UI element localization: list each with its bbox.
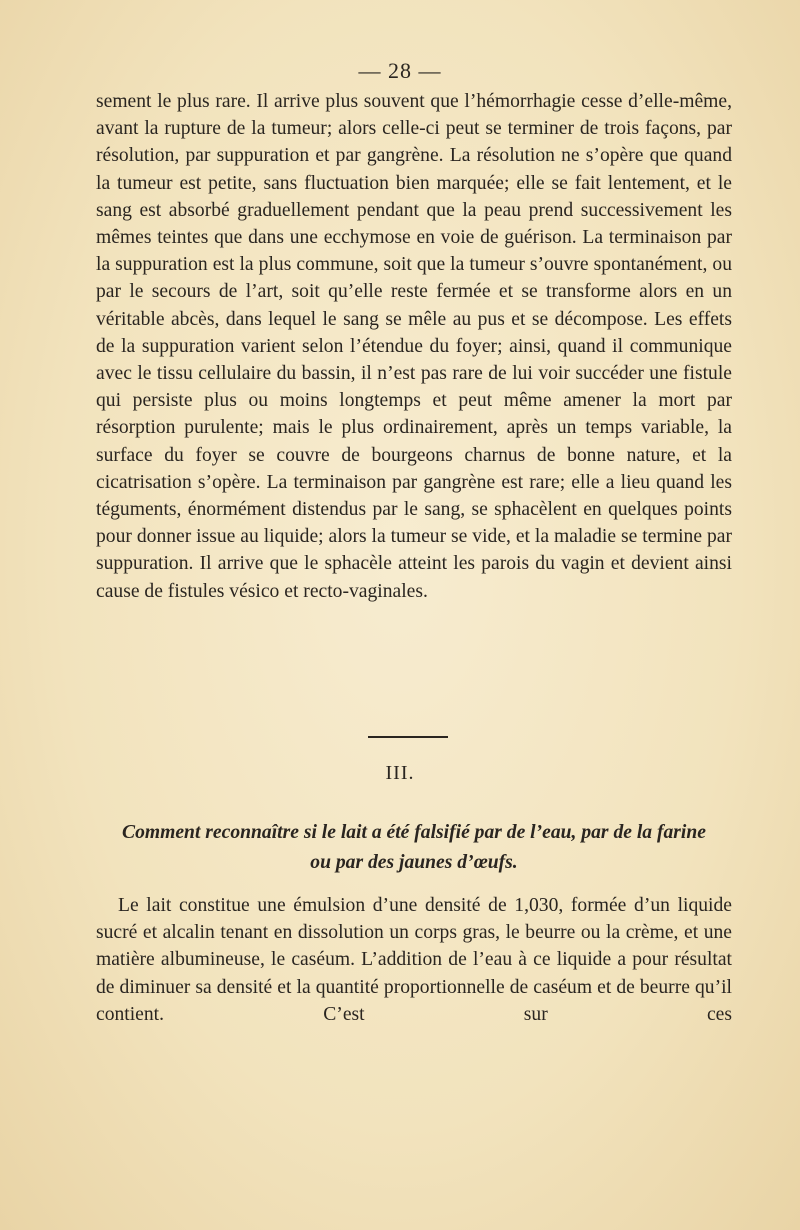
section-divider xyxy=(368,736,448,738)
page-number: — 28 — xyxy=(358,58,442,83)
section-title-line-2: ou par des jaunes d’œufs. xyxy=(310,852,518,873)
body-paragraph-1: sement le plus rare. Il arrive plus souvent que l’hémorrhagie cesse d’elle-même, avant la rupture de la tumeur; alors celle-ci peut se terminer de trois façons, par résolution, par suppuration et par gangrène. La résolution ne s’opère que quand la tumeur est petite, sans fluctuation bien marquée; elle se fait lentement, et le sang est absorbé graduellement pendant que la peau prend successivement les mêmes teintes que dans une ecchymose en voie de guérison. La terminaison par la suppuration est la plus commune, soit que la tumeur s’ouvre spontanément, ou par le secours de l’art, soit qu’elle reste fermée et se transforme alors en un véritable abcès, dans lequel le sang se mêle au pus et se décompose. Les effets de la suppuration varient selon l’étendue du foyer; ainsi, quand il communique avec le tissu cellulaire du bassin, il n’est pas rare de lui voir succéder une fistule qui persiste plus ou moins longtemps et peut même amener la mort par résorption purulente; mais le plus ordinairement, après un temps variable, la surface du foyer se couvre de bourgeons charnus de bonne nature, et la cicatrisation s’opère. La terminaison par gangrène est rare; elle a lieu quand les téguments, énormément distendus par le sang, se sphacèlent en quelques points pour donner issue au liquide; alors la tumeur se vide, et la maladie se termine par suppuration. Il arrive que le sphacèle atteint les parois du vagin et devient ainsi cause de fistules vésico et recto-vaginales. xyxy=(96,91,732,602)
section-title-line-1: Comment reconnaître si le lait a été falsifié par de l’eau, par de la farine xyxy=(122,822,706,843)
section-number: III. xyxy=(385,762,415,784)
section-title xyxy=(96,818,732,878)
body-paragraph-2: Le lait constitue une émulsion d’une densité de 1,030, formée d’un liquide sucré et alcalin tenant en dissolution un corps gras, le beurre ou la crème, et une matière albumineuse, le caséum. L’addition de l’eau à ce liquide a pour résultat de diminuer sa densité et la quantité proportionnelle de caséum et de beurre qu’il contient. C’est sur ces xyxy=(96,895,732,1025)
